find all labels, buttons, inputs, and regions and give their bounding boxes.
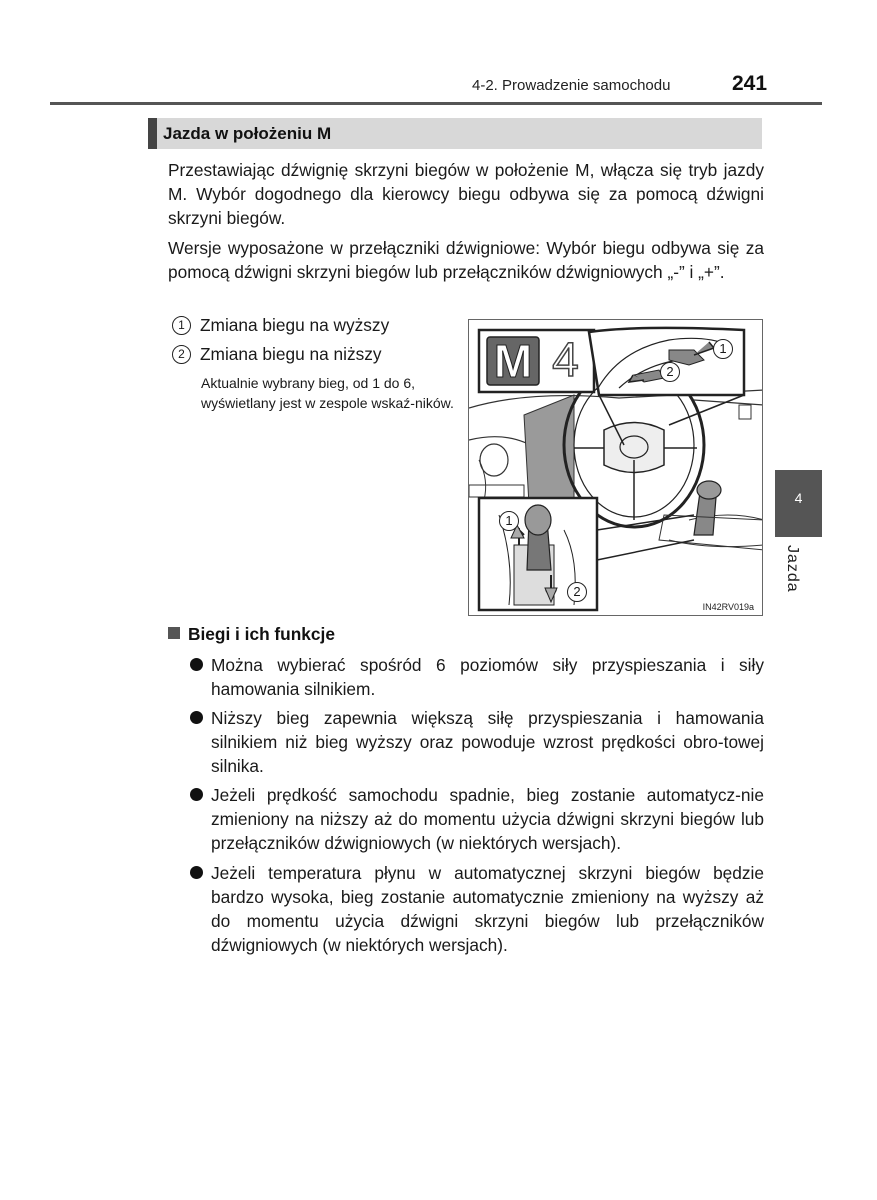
gear-display-note: Aktualnie wybrany bieg, od 1 do 6, wyświetlany jest w zespole wskaź-ników. xyxy=(201,375,454,411)
number-2-icon: 2 xyxy=(172,345,191,364)
chapter-number: 4 xyxy=(794,490,803,506)
number-1-icon: 1 xyxy=(172,316,191,335)
bullet-text: Jeżeli temperatura płynu w automatycznej skrzyni biegów będzie bardzo wysoka, bieg zostanie automatycznie zmieniony na wyższy aż do momentu użycia dźwigni skrzyni biegów lub przełączników dźwigniowych (w niektórych wersjach). xyxy=(211,863,764,955)
intro-paragraph: Przestawiając dźwignię skrzyni biegów w położenie M, włącza się tryb jazdy M. Wybór dogodnego dla kierowcy biegu odbywa się za pomocą dźwigni skrzyni biegów. xyxy=(168,160,764,228)
callout-1-lever: 1 xyxy=(499,511,519,531)
chapter-label: Jazda xyxy=(784,545,801,593)
running-header-section: 4-2. Prowadzenie samochodu xyxy=(472,77,671,94)
list-item-upshift xyxy=(172,313,389,337)
list-item xyxy=(190,861,764,957)
subsection-title: Biegi i ich funkcje xyxy=(188,624,335,644)
subsection-heading xyxy=(168,624,335,645)
list-item xyxy=(190,653,764,701)
bullet-text: Niższy bieg zapewnia większą siłę przyspieszania i hamowania silnikiem niż bieg wyższy oraz powoduje wzrost prędkości obro-towej silnika. xyxy=(211,708,764,776)
list-item-downshift xyxy=(172,342,382,366)
page-number: 241 xyxy=(732,72,768,95)
list-item xyxy=(190,706,764,778)
chapter-tab xyxy=(775,470,822,537)
bullet-dot-icon xyxy=(190,711,203,724)
callout-1-paddle: 1 xyxy=(713,339,733,359)
section-heading: Jazda w położeniu M xyxy=(148,118,762,149)
list-item-label: Zmiana biegu na niższy xyxy=(200,344,382,364)
bullet-dot-icon xyxy=(190,866,203,879)
gear-display-digit: 4 xyxy=(552,334,579,387)
header-divider xyxy=(50,102,822,105)
bullet-dot-icon xyxy=(190,658,203,671)
callout-2-lever: 2 xyxy=(567,582,587,602)
gear-display-letter: M xyxy=(493,335,533,387)
bullet-text: Można wybierać spośród 6 poziomów siły przyspieszania i siły hamowania silnikiem. xyxy=(211,655,764,699)
paddle-shift-paragraph: Wersje wyposażone w przełączniki dźwigniowe: Wybór biegu odbywa się za pomocą dźwigni skrzyni biegów lub przełączników dźwigniowych „-” i „+”. xyxy=(168,238,764,282)
list-item xyxy=(190,783,764,855)
list-item-label: Zmiana biegu na wyższy xyxy=(200,315,390,335)
square-bullet-icon xyxy=(168,627,180,639)
figure-code: IN42RV019a xyxy=(702,602,754,612)
bullet-dot-icon xyxy=(190,788,203,801)
callout-2-paddle: 2 xyxy=(660,362,680,382)
bullet-text: Jeżeli prędkość samochodu spadnie, bieg zostanie automatycz-nie zmieniony na niższy aż do momentu użycia dźwigni skrzyni biegów lub przełączników dźwigniowych (w niektórych wersjach). xyxy=(211,785,764,853)
gear-shift-illustration xyxy=(468,319,763,616)
